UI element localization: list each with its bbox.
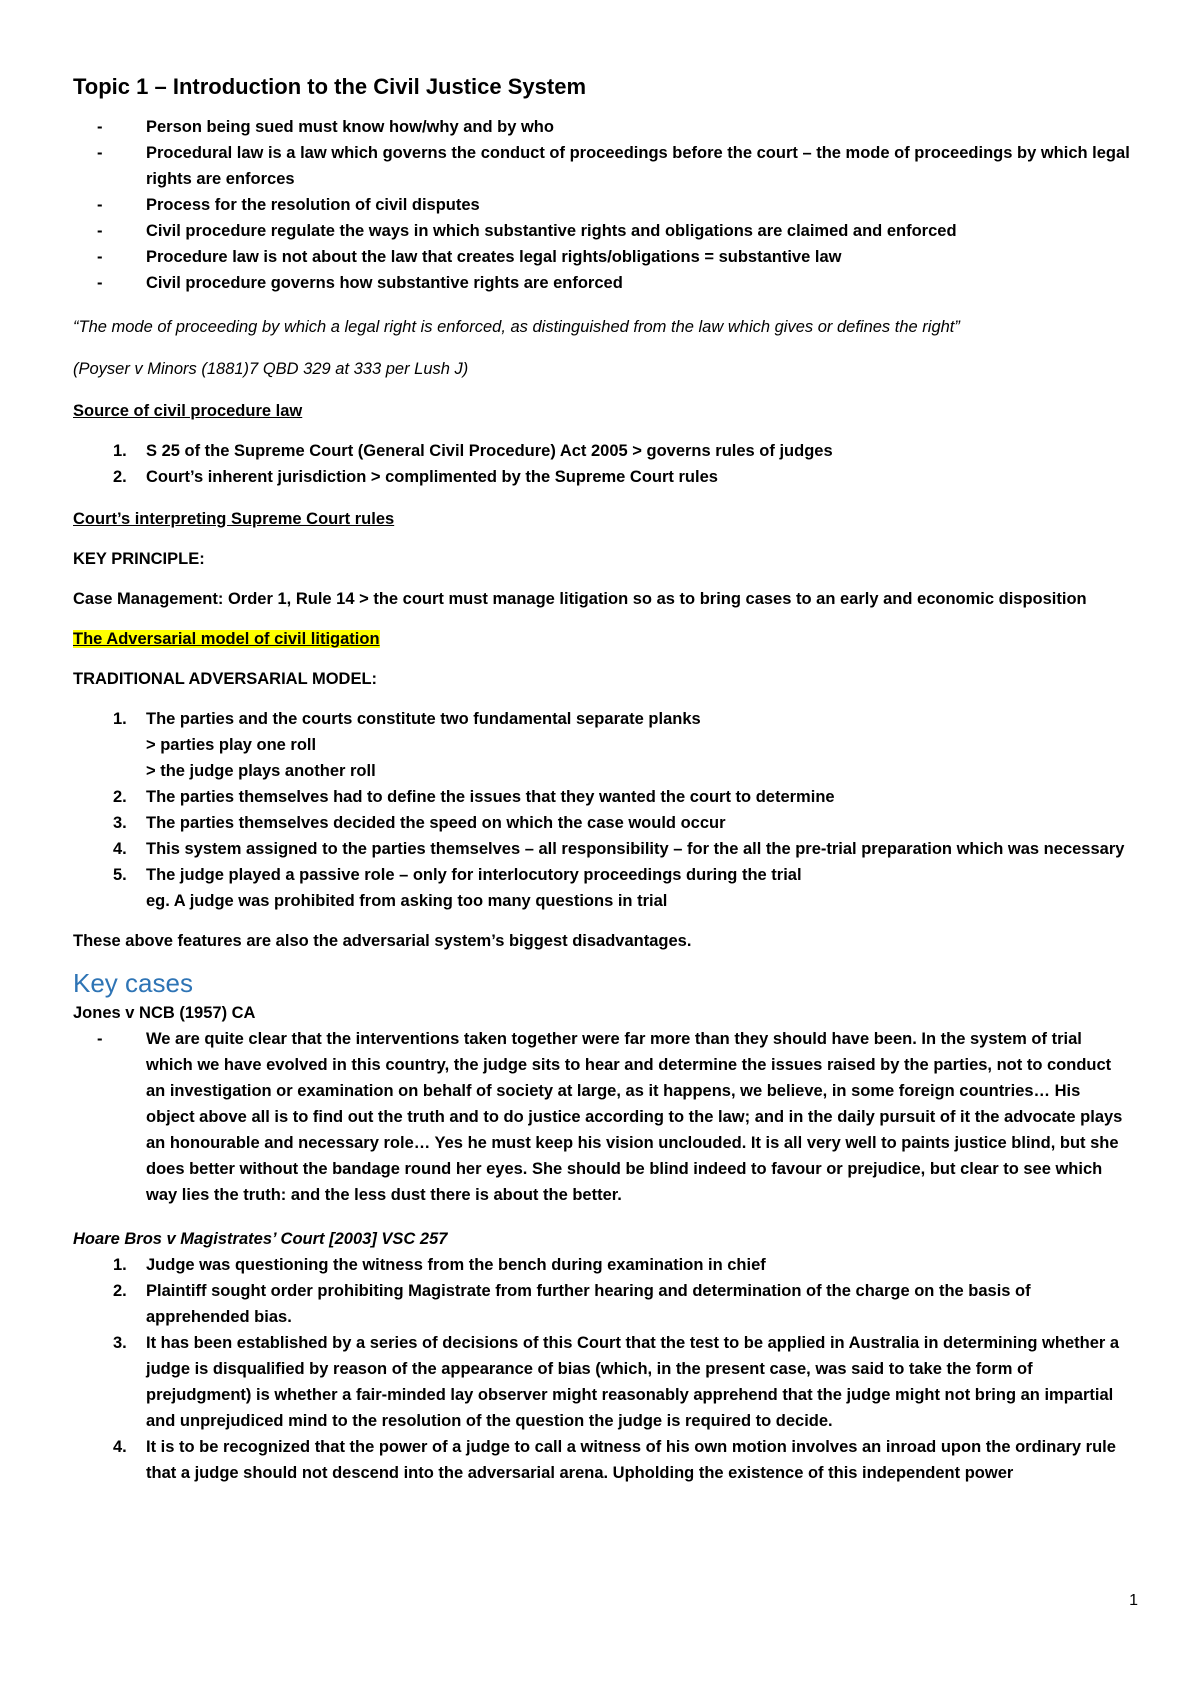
sub-item: > parties play one roll — [146, 736, 317, 754]
list-item: 1. The parties and the courts constitute two fundamental separate planks — [113, 710, 701, 728]
list-item: 5. The judge played a passive role – only for interlocutory proceedings during the trial — [113, 866, 802, 884]
list-item: 1. S 25 of the Supreme Court (General Civil Procedure) Act 2005 > governs rules of judges — [113, 442, 833, 460]
list-item: - Process for the resolution of civil disputes — [97, 196, 480, 214]
list-item: - Civil procedure regulate the ways in which substantive rights and obligations are claimed and enforced — [97, 222, 957, 240]
list-item: 2. The parties themselves had to define the issues that they wanted the court to determine — [113, 788, 835, 806]
list-item: - We are quite clear that the interventions taken together were far more than they should have been. In the system of trial which we have evolved in this country, the judge sits to hear and determine the issues raised by the parties, not to conduct an investigation or examination on behalf of society at large, as it happens, we believe, in some foreign countries… His object above all is to find out the truth and to do justice according to the law; and in the daily pursuit of it the advocate plays an honourable and necessary role… Yes he must keep his vision unclouded. It is all very well to paints justice blind, but she does better without the bandage round her eyes. She should be blind indeed to favour or prejudice, but clear to see which way lies the truth: and the less dust there is about the better. — [97, 1030, 1123, 1204]
list-item: 4. It is to be recognized that the power of a judge to call a witness of his own motion involves an inroad upon the ordinary rule that a judge should not descend into the adversarial arena. Upholding the existence of this independent power — [113, 1438, 1116, 1482]
features-note: These above features are also the adversarial system’s biggest disadvantages. — [73, 932, 692, 950]
case2-list — [73, 1252, 1133, 1486]
list-item: 1. Judge was questioning the witness from the bench during examination in chief — [113, 1256, 766, 1274]
key-principle-label: KEY PRINCIPLE: — [73, 550, 205, 568]
source-list — [73, 438, 1133, 490]
list-item: - Procedure law is not about the law that creates legal rights/obligations = substantive law — [97, 248, 842, 266]
page-title: Topic 1 – Introduction to the Civil Justice System — [73, 74, 587, 99]
list-item: - Civil procedure governs how substantive rights are enforced — [97, 274, 623, 292]
intro-bullet-list — [73, 114, 1133, 296]
adversarial-heading: The Adversarial model of civil litigation — [73, 630, 380, 648]
key-cases-heading: Key cases — [73, 968, 193, 998]
list-item: 3. The parties themselves decided the speed on which the case would occur — [113, 814, 726, 832]
sub-item: > the judge plays another roll — [146, 762, 376, 780]
list-item: 2. Plaintiff sought order prohibiting Magistrate from further hearing and determination of the charge on the basis of apprehended bias. — [113, 1282, 1031, 1326]
model-list — [73, 706, 1133, 914]
list-item: 4. This system assigned to the parties themselves – all responsibility – for the all the pre-trial preparation which was necessary — [113, 840, 1125, 858]
quote-citation: (Poyser v Minors (1881)7 QBD 329 at 333 per Lush J) — [73, 360, 469, 378]
case2-title: Hoare Bros v Magistrates’ Court [2003] VSC 257 — [73, 1230, 448, 1248]
list-item: - Person being sued must know how/why and by who — [97, 118, 554, 136]
case-management-text: Case Management: Order 1, Rule 14 > the court must manage litigation so as to bring cases to an early and economic disposition — [73, 590, 1087, 608]
sub-item: eg. A judge was prohibited from asking too many questions in trial — [146, 892, 668, 910]
case1-bullet-list — [73, 1026, 1133, 1208]
list-item: 2. Court’s inherent jurisdiction > complimented by the Supreme Court rules — [113, 468, 718, 486]
page-content — [73, 72, 1133, 1486]
interpreting-heading: Court’s interpreting Supreme Court rules — [73, 510, 395, 528]
case1-title: Jones v NCB (1957) CA — [73, 1004, 256, 1022]
definition-quote: “The mode of proceeding by which a legal right is enforced, as distinguished from the law which gives or defines the right” — [73, 318, 960, 336]
page-number: 1 — [1129, 1592, 1138, 1609]
source-heading: Source of civil procedure law — [73, 402, 303, 420]
list-item: - Procedural law is a law which governs the conduct of proceedings before the court – the mode of proceedings by which legal rights are enforces — [97, 144, 1130, 188]
list-item: 3. It has been established by a series of decisions of this Court that the test to be applied in Australia in determining whether a judge is disqualified by reason of the appearance of bias (which, in the present case, was said to take the form of prejudgment) is whether a fair-minded lay observer might reasonably apprehend that the judge might not bring an impartial and unprejudiced mind to the resolution of the question the judge is required to decide. — [113, 1334, 1120, 1430]
traditional-heading: TRADITIONAL ADVERSARIAL MODEL: — [73, 670, 378, 688]
